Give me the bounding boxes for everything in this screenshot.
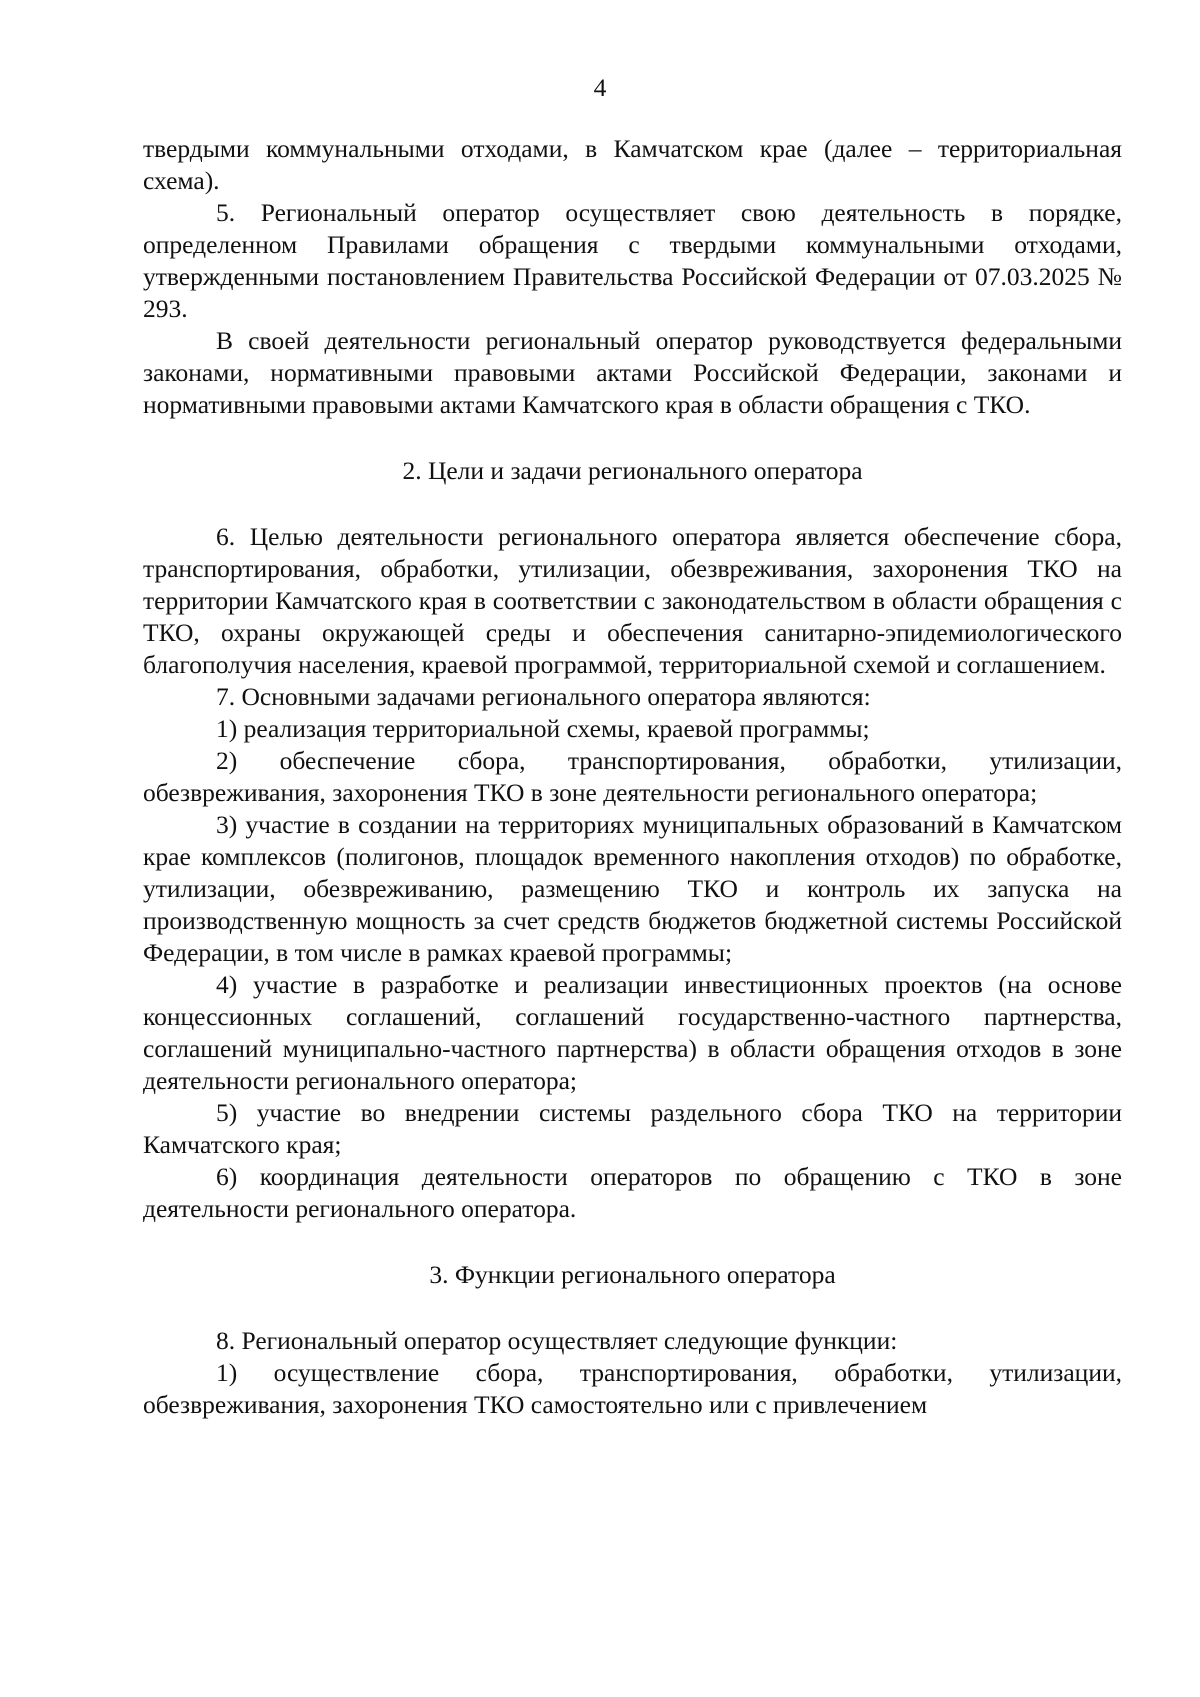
list-item: 4) участие в разработке и реализации инвестиционных проектов (на основе концессионных соглашений, соглашений государственно-частного партнерства, соглашений муниципально-частного партнерства) в области обращения отходов в зоне деятельности регионального оператора; xyxy=(143,970,1122,1095)
section-heading-3: 3. Функции регионального оператора xyxy=(429,1260,836,1289)
paragraph: 7. Основными задачами регионального оператора являются: xyxy=(216,682,871,711)
page-number: 4 xyxy=(593,73,607,102)
list-item: 5) участие во внедрении системы раздельного сбора ТКО на территории Камчатского края; xyxy=(143,1098,1122,1159)
list-item: 1) осуществление сбора, транспортирования, обработки, утилизации, обезвреживания, захоронения ТКО самостоятельно или с привлечением xyxy=(143,1358,1122,1419)
list-item: 3) участие в создании на территориях муниципальных образований в Камчатском крае комплексов (полигонов, площадок временного накопления отходов) по обработке, утилизации, обезвреживанию, размещению ТКО и контроль их запуска на производственную мощность за счет средств бюджетов бюджетной системы Российской Федерации, в том числе в рамках краевой программы; xyxy=(143,810,1122,967)
paragraph: твердыми коммунальными отходами, в Камчатском крае (далее – территориальная схема). xyxy=(143,134,1122,195)
paragraph: 8. Региональный оператор осуществляет следующие функции: xyxy=(216,1326,898,1355)
list-item: 2) обеспечение сбора, транспортирования, обработки, утилизации, обезвреживания, захоронения ТКО в зоне деятельности регионального оператора; xyxy=(143,746,1122,807)
document-body xyxy=(143,133,1122,1421)
list-item: 1) реализация территориальной схемы, краевой программы; xyxy=(216,714,870,743)
paragraph: В своей деятельности региональный оператор руководствуется федеральными законами, нормативными правовыми актами Российской Федерации, законами и нормативными правовыми актами Камчатского края в области обращения с ТКО. xyxy=(143,326,1122,419)
list-item: 6) координация деятельности операторов по обращению с ТКО в зоне деятельности регионального оператора. xyxy=(143,1162,1122,1223)
paragraph: 5. Региональный оператор осуществляет свою деятельность в порядке, определенном Правилами обращения с твердыми коммунальными отходами, утвержденными постановлением Правительства Российской Федерации от 07.03.2025 № 293. xyxy=(143,198,1122,323)
paragraph: 6. Целью деятельности регионального оператора является обеспечение сбора, транспортирования, обработки, утилизации, обезвреживания, захоронения ТКО на территории Камчатского края в соответствии с законодательством в области обращения с ТКО, охраны окружающей среды и обеспечения санитарно-эпидемиологического благополучия населения, краевой программой, территориальной схемой и соглашением. xyxy=(143,522,1122,679)
section-heading-2: 2. Цели и задачи регионального оператора xyxy=(402,456,863,485)
